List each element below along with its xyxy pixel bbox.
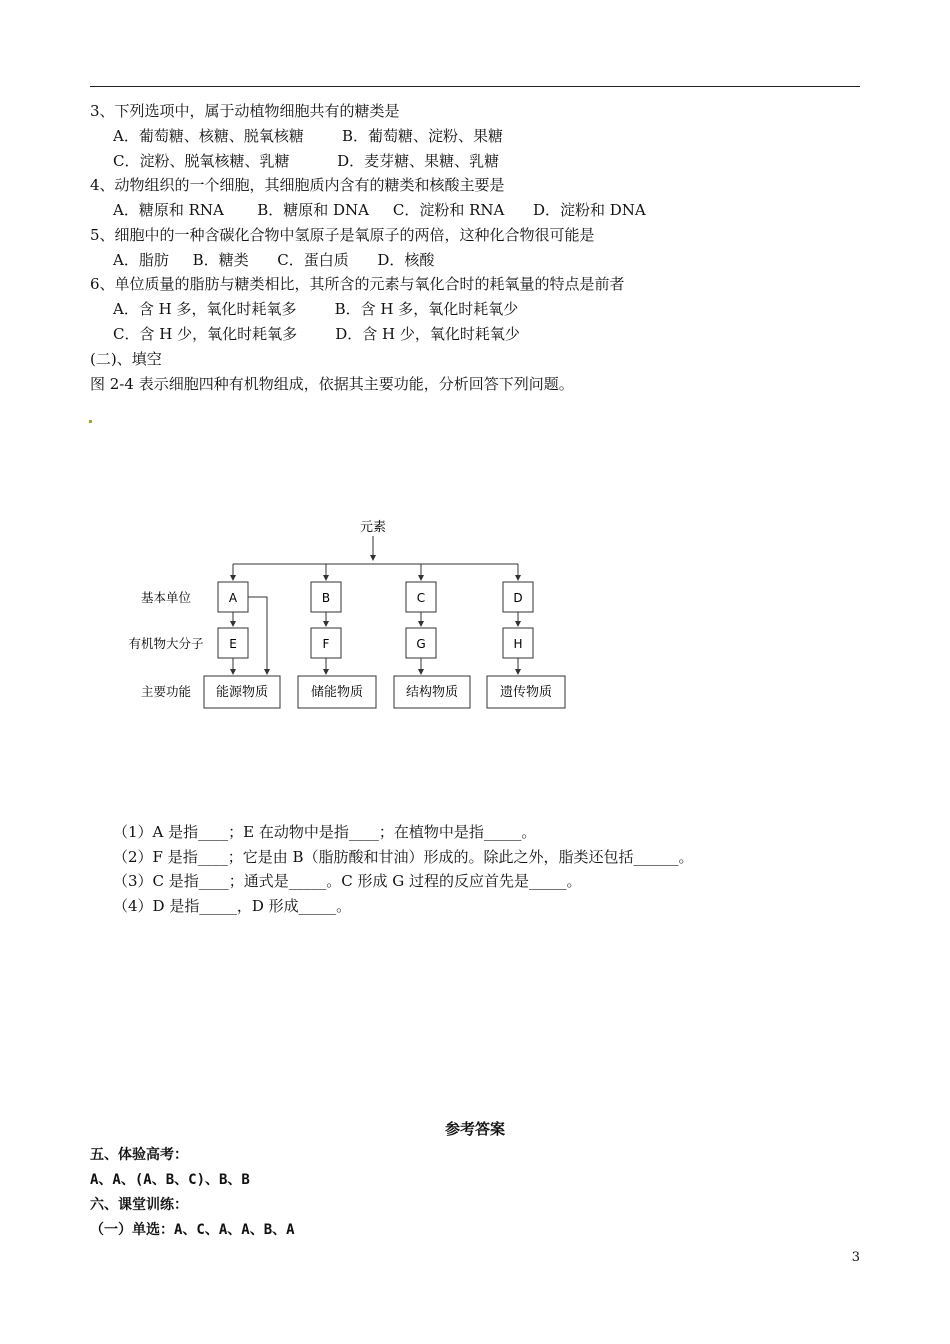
function-box: 能源物质 bbox=[215, 685, 269, 700]
fill-item: （4）D 是指_____，D 形成_____。 bbox=[113, 897, 352, 915]
question-stem: 3、下列选项中，属于动植物细胞共有的糖类是 bbox=[90, 102, 400, 120]
question-options: A．葡萄糖、核糖、脱氧核糖 B．葡萄糖、淀粉、果糖 bbox=[113, 127, 504, 145]
answers-sec6-values: （一）单选：A、C、A、A、B、A bbox=[90, 1222, 295, 1238]
function-box: 结构物质 bbox=[405, 685, 459, 700]
unit-box: A bbox=[228, 591, 238, 605]
macro-box: F bbox=[322, 637, 330, 651]
macro-box: H bbox=[513, 637, 523, 651]
stray-mark bbox=[89, 420, 92, 423]
row-label: 主要功能 bbox=[140, 684, 192, 699]
unit-box: D bbox=[513, 591, 523, 605]
answers-sec5: 五、体验高考： bbox=[90, 1147, 188, 1163]
question-options: A．脂肪 B．糖类 C．蛋白质 D．核酸 bbox=[113, 251, 435, 269]
fill-intro: 图 2-4 表示细胞四种有机物组成，依据其主要功能，分析回答下列问题。 bbox=[90, 375, 574, 393]
function-box: 储能物质 bbox=[310, 685, 364, 700]
question-stem: 6、单位质量的脂肪与糖类相比，其所含的元素与氧化合时的耗氧量的特点是前者 bbox=[90, 275, 625, 293]
question-options: A．糖原和 RNA B．糖原和 DNA C．淀粉和 RNA D．淀粉和 DNA bbox=[113, 201, 646, 219]
answers-sec6: 六、课堂训练： bbox=[90, 1197, 188, 1213]
macro-box: G bbox=[416, 637, 426, 651]
fill-item: （2）F 是指____；它是由 B（脂肪酸和甘油）形成的。除此之外，脂类还包括______。 bbox=[113, 848, 694, 866]
function-box: 遗传物质 bbox=[499, 685, 553, 700]
fill-item: （1）A 是指____；E 在动物中是指____；在植物中是指_____。 bbox=[113, 823, 537, 841]
question-stem: 4、动物组织的一个细胞，其细胞质内含有的糖类和核酸主要是 bbox=[90, 176, 505, 194]
question-options: C．淀粉、脱氧核糖、乳糖 D．麦芽糖、果糖、乳糖 bbox=[113, 152, 500, 170]
question-stem: 5、细胞中的一种含碳化合物中氢原子是氧原子的两倍，这种化合物很可能是 bbox=[90, 226, 595, 244]
header-rule bbox=[90, 86, 860, 87]
question-options: A．含 H 多，氧化时耗氧多 B．含 H 多，氧化时耗氧少 bbox=[113, 300, 519, 318]
question-options: C．含 H 少，氧化时耗氧多 D．含 H 少，氧化时耗氧少 bbox=[113, 325, 520, 343]
unit-box: B bbox=[321, 591, 331, 605]
fill-item: （3）C 是指____；通式是_____。C 形成 G 过程的反应首先是_____。 bbox=[113, 872, 582, 890]
answers-sec5-values: A、A、(A、B、C)、B、B bbox=[90, 1172, 250, 1188]
unit-box: C bbox=[416, 591, 426, 605]
page-number: 3 bbox=[851, 1250, 860, 1265]
elements-label: 元素 bbox=[359, 520, 387, 535]
organic-compounds-diagram bbox=[120, 510, 590, 715]
row-label: 基本单位 bbox=[140, 590, 192, 605]
row-label: 有机物大分子 bbox=[128, 636, 204, 651]
answers-title: 参考答案 bbox=[444, 1120, 505, 1138]
macro-box: E bbox=[229, 637, 237, 651]
fill-heading: (二)、填空 bbox=[90, 350, 162, 368]
